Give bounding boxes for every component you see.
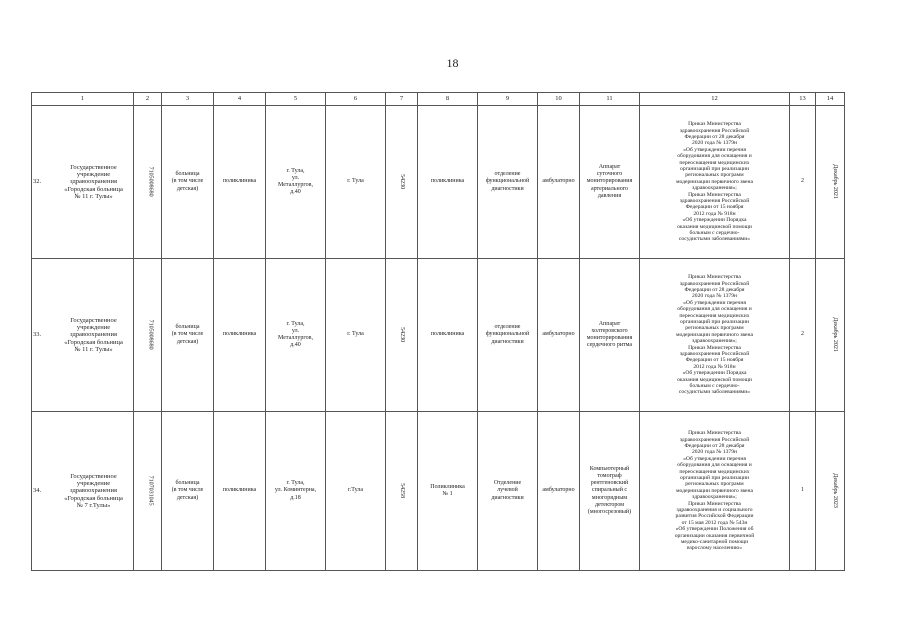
column-number: 3 bbox=[162, 93, 214, 106]
oktmo-code: 54230 bbox=[399, 327, 406, 343]
locality: г. Тула bbox=[326, 106, 386, 259]
column-number: 9 bbox=[478, 93, 538, 106]
locality: г.Тула bbox=[326, 412, 386, 571]
column-number: 13 bbox=[790, 93, 816, 106]
row-number: 34. bbox=[33, 487, 42, 495]
column-number: 11 bbox=[580, 93, 640, 106]
equipment-name: Аппарат суточного мониторирования артериального давления bbox=[580, 106, 640, 259]
care-condition: амбулаторно bbox=[538, 259, 580, 412]
page-number: 18 bbox=[446, 56, 459, 70]
column-number: 10 bbox=[538, 93, 580, 106]
table-row bbox=[32, 106, 845, 259]
quantity: 1 bbox=[790, 412, 816, 571]
date-cell bbox=[816, 259, 845, 412]
delivery-date: Декабрь 2023 bbox=[831, 473, 838, 509]
regulatory-basis: Приказ Министерства здравоохранения Российской Федерации от 28 декабря 2020 года № 1379н «Об утверждении перечня оборудования для оснащения и переоснащения медицинских организаций при реализации региональных программ модернизации первичного звена здравоохранения»; Приказ Министерства здравоохранения Российской Федерации от 15 ноября 2012 года № 918н «Об утверждении Порядка оказания медицинской помощи больным с сердечно- сосудистыми заболеваниями» bbox=[640, 106, 790, 259]
column-number: 4 bbox=[214, 93, 266, 106]
inn-cell bbox=[134, 106, 162, 259]
delivery-date: Декабрь 2021 bbox=[831, 317, 838, 353]
structural-unit: Поликлиника № 1 bbox=[418, 412, 478, 571]
locality: г. Тула bbox=[326, 259, 386, 412]
org-type: больница (в том числе детская) bbox=[162, 412, 214, 571]
structural-unit: поликлиника bbox=[418, 106, 478, 259]
quantity: 2 bbox=[790, 259, 816, 412]
org-type: больница (в том числе детская) bbox=[162, 259, 214, 412]
table-row bbox=[32, 412, 845, 571]
date-cell bbox=[816, 412, 845, 571]
inn-code: 7105008680 bbox=[147, 166, 154, 197]
column-number: 12 bbox=[640, 93, 790, 106]
organization-name: Государственное учреждение здравоохранения «Городская больница № 11 г. Тулы» bbox=[64, 163, 123, 200]
address: г. Тула, ул. Металлургов, д.40 bbox=[266, 106, 326, 259]
organization-name: Государственное учреждение здравоохранения «Городская больница № 11 г. Тулы» bbox=[64, 316, 123, 353]
table-row bbox=[32, 259, 845, 412]
subdivision-type: поликлиника bbox=[214, 259, 266, 412]
column-number: 5 bbox=[266, 93, 326, 106]
care-condition: амбулаторно bbox=[538, 106, 580, 259]
column-number: 1 bbox=[32, 93, 134, 106]
equipment-name: Компьютерный томограф рентгеновский спиральный с многорядным детектором (многосрезовый) bbox=[580, 412, 640, 571]
address: г. Тула, ул. Коминтерна, д.18 bbox=[266, 412, 326, 571]
oktmo-cell bbox=[386, 106, 418, 259]
inn-code: 7107031045 bbox=[147, 475, 154, 506]
quantity: 2 bbox=[790, 106, 816, 259]
oktmo-code: 54258 bbox=[399, 483, 406, 499]
department: отделение функциональной диагностики bbox=[478, 259, 538, 412]
inn-cell bbox=[134, 259, 162, 412]
delivery-date: Декабрь 2021 bbox=[831, 164, 838, 200]
column-number: 14 bbox=[816, 93, 845, 106]
subdivision-type: поликлиника bbox=[214, 412, 266, 571]
oktmo-code: 54230 bbox=[399, 174, 406, 190]
care-condition: амбулаторно bbox=[538, 412, 580, 571]
department: отделение функциональной диагностики bbox=[478, 106, 538, 259]
column-number: 6 bbox=[326, 93, 386, 106]
inn-code: 7105008680 bbox=[147, 319, 154, 350]
regulatory-basis: Приказ Министерства здравоохранения Российской Федерации от 28 декабря 2020 года № 1379н «Об утверждении перечня оборудования для оснащения и переоснащения медицинских организаций при реализации региональных программ модернизации первичного звена здравоохранения»; Приказ Министерства здравоохранения Российской Федерации от 15 ноября 2012 года № 918н «Об утверждении Порядка оказания медицинской помощи больным с сердечно- сосудистыми заболеваниями» bbox=[640, 259, 790, 412]
subdivision-type: поликлиника bbox=[214, 106, 266, 259]
column-number: 8 bbox=[418, 93, 478, 106]
row-cell-number-org bbox=[32, 412, 134, 571]
regulatory-basis: Приказ Министерства здравоохранения Российской Федерации от 28 декабря 2020 года № 1379н «Об утверждении перечня оборудования для оснащения и переоснащения медицинских организаций при реализации региональных программ модернизации первичного звена здравоохранения»; Приказ Министерства здравоохранения и социального развития Российской Федерации от 15 мая 2012 года № 543н «Об утверждении Положения об организации оказания первичной медико-санитарной помощи взрослому населению» bbox=[640, 412, 790, 571]
structural-unit: поликлиника bbox=[418, 259, 478, 412]
date-cell bbox=[816, 106, 845, 259]
org-type: больница (в том числе детская) bbox=[162, 106, 214, 259]
inn-cell bbox=[134, 412, 162, 571]
equipment-name: Аппарат холтеровского мониторирования сердечного ритма bbox=[580, 259, 640, 412]
address: г. Тула, ул. Металлургов, д.40 bbox=[266, 259, 326, 412]
row-number: 32. bbox=[33, 178, 42, 186]
column-number: 7 bbox=[386, 93, 418, 106]
row-number: 33. bbox=[33, 331, 42, 339]
equipment-register-table bbox=[31, 92, 845, 571]
oktmo-cell bbox=[386, 259, 418, 412]
organization-name: Государственное учреждение здравоохранения «Городская больница № 7 г.Тулы» bbox=[64, 472, 123, 509]
column-number: 2 bbox=[134, 93, 162, 106]
column-number-row bbox=[32, 93, 845, 106]
row-cell-number-org bbox=[32, 259, 134, 412]
row-cell-number-org bbox=[32, 106, 134, 259]
oktmo-cell bbox=[386, 412, 418, 571]
department: Отделение лучевой диагностики bbox=[478, 412, 538, 571]
